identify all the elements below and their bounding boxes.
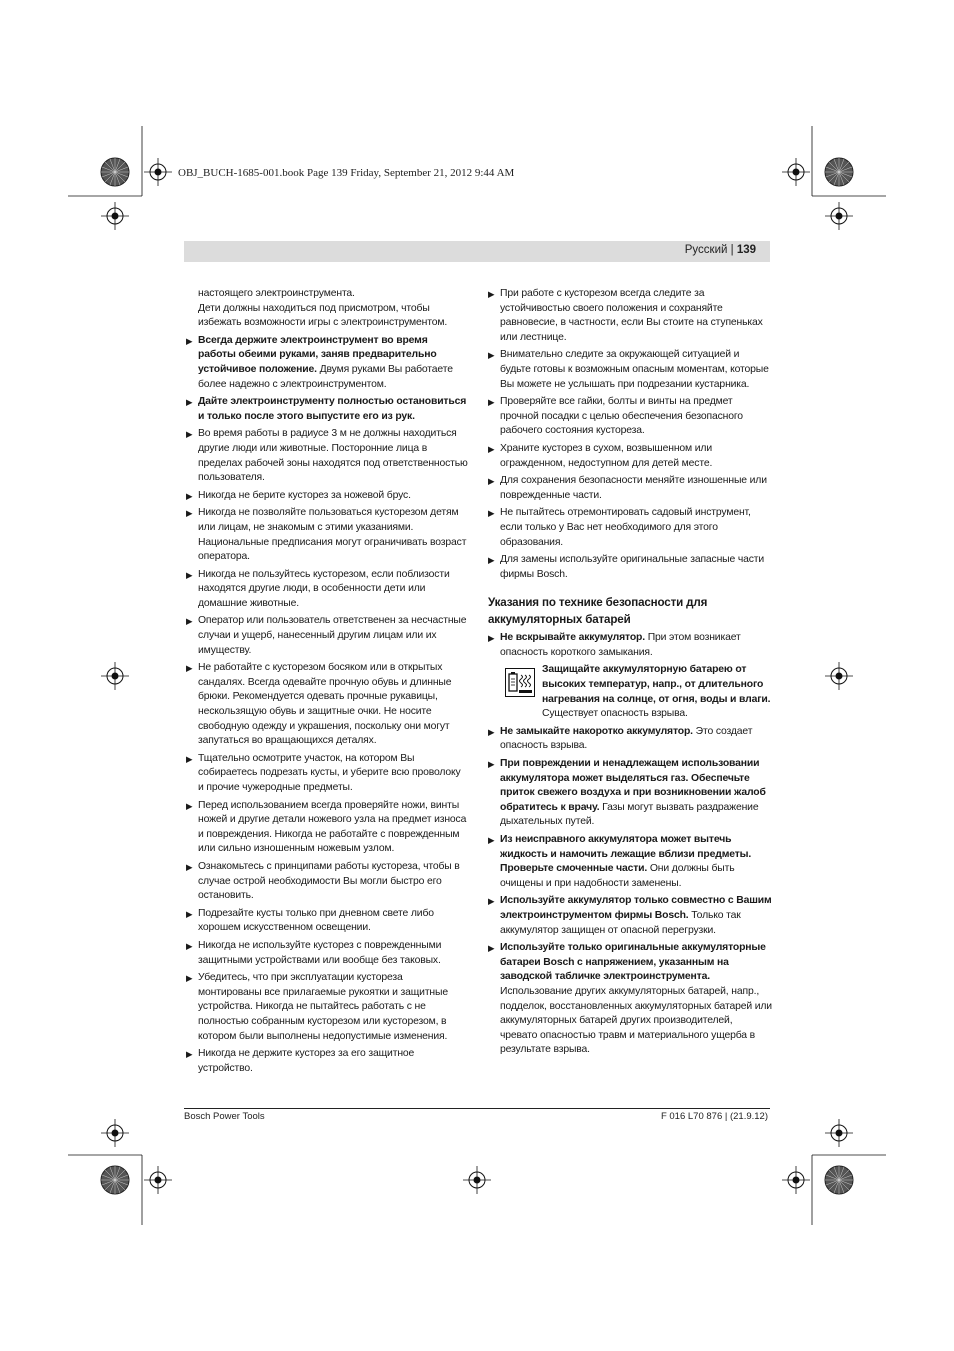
list-item — [186, 1047, 468, 1076]
item-text: Для замены используйте оригинальные запасные части фирмы Bosch. — [500, 554, 765, 580]
list-item — [488, 287, 772, 345]
footer-doc-code: F 016 L70 876 | (21.9.12) — [660, 1111, 768, 1122]
footer-rule — [184, 1108, 770, 1109]
item-text: Газы могут вызвать раздражение дыхательных путей. — [500, 801, 759, 828]
item-text: Никогда не держите кусторез за его защитное устройство. — [198, 1048, 415, 1074]
item-bold: Дайте электроинструменту полностью остановиться и только после этого выпустите его из рук. — [198, 396, 467, 422]
item-bold: Не замыкайте накоротко аккумулятор. — [500, 725, 693, 737]
list-item — [488, 442, 772, 471]
item-text: Это создает опасность взрыва. — [500, 725, 753, 752]
item-text: Использование других аккумуляторных батарей, напр., подделок, восстановленных аккумуляторных батарей или аккумуляторных батарей других производителей, чревато опасностью травм и материального ущерба в результате взрыва. — [500, 985, 772, 1056]
registration-mark — [101, 202, 129, 230]
item-bold: Не вскрывайте аккумулятор. — [500, 632, 645, 644]
item-text: Оператор или пользователь ответственен за несчастные случаи и ущерб, нанесенный другим лицам или их имуществу. — [198, 615, 467, 656]
sunburst-mark — [101, 1166, 129, 1194]
right-column — [488, 287, 772, 1058]
item-text: Никогда не позволяйте пользоваться кусторезом детям или лицам, не знакомым с этими указаниями. Национальные предписания могут ограничивать возраст оператора. — [198, 507, 467, 563]
list-item — [186, 860, 468, 904]
registration-mark — [782, 1166, 810, 1194]
sunburst-mark — [825, 1166, 853, 1194]
bullet-icon: ▶ — [488, 476, 495, 487]
registration-mark — [825, 662, 853, 690]
list-item — [186, 568, 468, 612]
item-text: Проверяйте все гайки, болты и винты на предмет прочной посадки с целью обеспечения безопасного рабочего состояния кустореза. — [500, 396, 743, 437]
header-text — [685, 244, 756, 256]
right-bullet-list — [488, 287, 772, 582]
bullet-icon: ▶ — [186, 616, 193, 627]
bullet-icon: ▶ — [488, 397, 495, 408]
page-header — [184, 241, 770, 262]
sunburst-mark — [825, 158, 853, 186]
item-text: Для сохранения безопасности меняйте изношенные или поврежденные части. — [500, 475, 767, 501]
bullet-icon: ▶ — [488, 835, 495, 845]
item-text: Двумя руками Вы работаете более надежно с электроинструментом. — [198, 363, 453, 390]
section-title: Указания по технике безопасности для аккумуляторных батарей — [488, 596, 708, 626]
item-text: Не пытайтесь отремонтировать садовый инструмент, если только у Вас нет необходимого для этого образования. — [500, 507, 751, 548]
item-text: Храните кусторез в сухом, возвышенном или огражденном, недоступном для детей месте. — [500, 442, 713, 469]
list-item — [186, 506, 468, 564]
battery-bullet-list — [488, 631, 772, 660]
item-bold: Используйте только оригинальные аккумуляторные батареи Bosch с напряжением, указанным на заводской табличке электроинструмента. — [500, 942, 766, 983]
list-item — [186, 799, 468, 857]
list-item — [488, 757, 772, 830]
warning-text: Существует опасность взрыва. — [542, 708, 688, 720]
intro-line: Дети должны находиться под присмотром, чтобы избежать возможности игры с электроинструментом. — [198, 302, 448, 329]
list-item — [488, 553, 772, 582]
bullet-icon: ▶ — [488, 896, 495, 907]
list-item — [186, 489, 468, 504]
item-text: Не работайте с кусторезом босяком или в открытых сандалях. Всегда одевайте прочную обувь и длинные брюки. Рекомендуется одевать прочные рукавицы, нескользящую обувь и защитные очки. Не носите свободную одежду и украшения, поскольку они могут запутаться во вращающихся деталях. — [198, 662, 452, 747]
item-text: Во время работы в радиусе 3 м не должны находиться другие люди или животные. Посторонние лица в пределах рабочей зоны находятся под ответственностью пользователя. — [198, 428, 468, 484]
bullet-icon: ▶ — [186, 861, 193, 872]
bullet-icon: ▶ — [186, 397, 193, 408]
item-bold: При повреждении и ненадлежащем использовании аккумулятора может выделяться газ. Обеспечьте приток свежего воздуха и при возникновении жалоб обратитесь к врачу. — [500, 758, 766, 813]
list-item — [488, 348, 772, 392]
list-item — [186, 427, 468, 485]
bullet-icon: ▶ — [488, 350, 495, 361]
list-item — [488, 894, 772, 938]
item-text: Внимательно следите за окружающей ситуацией и будьте готовы к возможным опасным моментам, которые Вы можете не услышать при подрезании кустарника. — [500, 349, 769, 390]
item-text: Они должны быть очищены и при надобности заменены. — [500, 863, 735, 889]
bullet-icon: ▶ — [186, 508, 193, 519]
item-text: Убедитесь, что при эксплуатации кустореза монтированы все прилагаемые рукоятки и защитные устройства. Никогда не пытайтесь работать с не полностью собранным кусторезом или кусторезом, в котором были выполнены недопустимые изменения. — [198, 972, 448, 1042]
warning-bold: Защищайте аккумуляторную батарею от высоких температур, напр., от длительного нагревания на солнце, от огня, воды и влаги. — [542, 664, 771, 705]
list-item — [488, 833, 772, 891]
battery-heat-warning-icon — [505, 668, 535, 697]
book-info-line: OBJ_BUCH-1685-001.book Page 139 Friday, September 21, 2012 9:44 AM — [178, 167, 515, 179]
bullet-icon: ▶ — [186, 569, 193, 580]
list-item — [488, 474, 772, 503]
item-text: Подрезайте кусты только при дневном свете либо хорошем искусственном освещении. — [198, 907, 434, 934]
battery-bullet-list — [488, 725, 772, 1058]
bullet-icon: ▶ — [488, 633, 495, 644]
bullet-icon: ▶ — [488, 726, 495, 737]
list-item — [186, 752, 468, 796]
list-item — [186, 907, 468, 936]
registration-mark — [463, 1166, 491, 1194]
item-text: Никогда не берите кусторез за ножевой брус. — [198, 489, 411, 501]
bullet-icon: ▶ — [488, 508, 495, 519]
page-number: 139 — [736, 244, 756, 256]
registration-mark — [144, 158, 172, 186]
list-item — [488, 631, 772, 660]
left-column — [186, 287, 468, 1076]
header-language: Русский — [684, 244, 728, 256]
item-text: При работе с кусторезом всегда следите за устойчивостью своего положения и сохраняйте равновесие, в частности, если Вы стоите на ступеньках или лестнице. — [500, 288, 763, 343]
list-item — [488, 725, 772, 754]
bullet-icon: ▶ — [488, 555, 495, 566]
bullet-icon: ▶ — [186, 940, 193, 951]
bullet-icon: ▶ — [488, 943, 495, 954]
registration-mark — [782, 158, 810, 186]
bullet-icon: ▶ — [488, 443, 495, 454]
item-text: Ознакомьтесь с принципами работы кустореза, чтобы в случае острой необходимости Вы могли быстро его остановить. — [198, 860, 460, 902]
registration-mark — [825, 202, 853, 230]
item-text: Никогда не пользуйтесь кусторезом, если поблизости находятся другие люди, в особенности дети или домашние животные. — [198, 568, 450, 609]
registration-mark — [144, 1166, 172, 1194]
list-item — [186, 395, 468, 424]
bullet-icon: ▶ — [186, 663, 193, 674]
item-text: Тщательно осмотрите участок, на котором Вы собираетесь подрезать кусты, и уберите всю проволоку и прочие чужеродные предметы. — [198, 752, 461, 793]
bullet-icon: ▶ — [488, 759, 495, 770]
registration-mark — [101, 662, 129, 690]
bullet-icon: ▶ — [488, 289, 495, 299]
list-item — [186, 334, 468, 392]
bullet-icon: ▶ — [186, 908, 193, 919]
item-text: Перед использованием всегда проверяйте ножи, винты ножей и другие детали ножевого узла на предмет износа и повреждения. Никогда не работайте с поврежденным или сильно изношенным ножевым узлом. — [198, 799, 467, 855]
footer-brand: Bosch Power Tools — [184, 1111, 265, 1122]
registration-mark — [825, 1119, 853, 1147]
list-item — [488, 941, 772, 1058]
list-item — [186, 661, 468, 749]
item-text: При этом возникает опасность короткого замыкания. — [500, 632, 741, 658]
item-text: Только так аккумулятор защищен от опасной перегрузки. — [500, 909, 741, 936]
item-bold: Используйте аккумулятор только совместно с Вашим электроинструментом фирмы Bosch. — [500, 895, 772, 921]
list-item — [186, 971, 468, 1044]
bullet-icon: ▶ — [186, 973, 193, 984]
sunburst-mark — [101, 158, 129, 186]
item-text: Никогда не используйте кусторез с поврежденными защитными устройствами или вообще без таковых. — [198, 939, 442, 966]
item-bold: Из неисправного аккумулятора может вытечь жидкость и намочить лежащие вблизи предметы. Проверьте смоченные части. — [500, 834, 752, 875]
item-bold: Всегда держите электроинструмент во время работы обеими руками, заняв предварительно устойчивое положение. — [198, 334, 437, 375]
warning-box — [500, 663, 772, 721]
registration-mark — [101, 1119, 129, 1147]
bullet-icon: ▶ — [186, 753, 193, 764]
list-item — [488, 506, 772, 550]
bullet-icon: ▶ — [186, 1049, 193, 1060]
list-item — [186, 614, 468, 658]
header-separator: | — [730, 244, 737, 256]
bullet-icon: ▶ — [186, 335, 193, 346]
left-bullet-list — [186, 334, 468, 1077]
intro-line: настоящего электроинструмента. — [198, 288, 355, 299]
list-item — [186, 939, 468, 968]
bullet-icon: ▶ — [186, 800, 193, 811]
bullet-icon: ▶ — [186, 429, 193, 440]
bullet-icon: ▶ — [186, 490, 193, 501]
list-item — [488, 395, 772, 439]
